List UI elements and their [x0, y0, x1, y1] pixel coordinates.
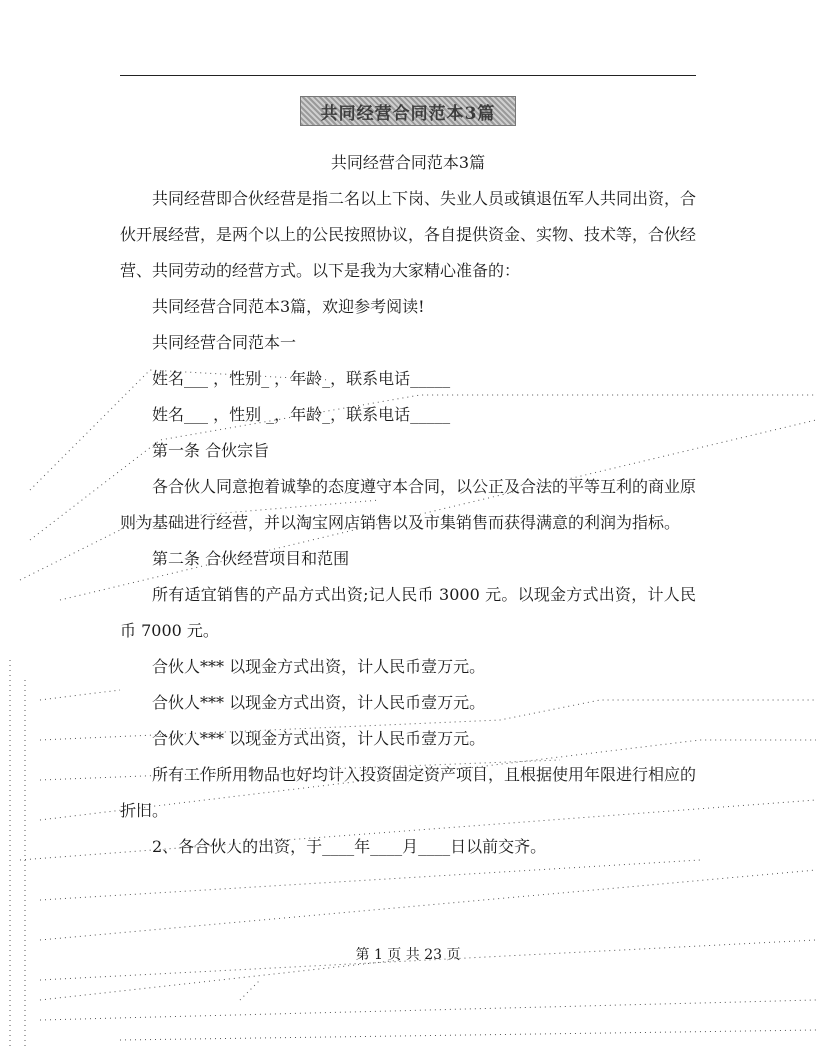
partner-contribution-line: 合伙人*** 以现金方式出资，计人民币壹万元。: [152, 657, 486, 676]
assets-paragraph: 所有工作所用物品也好均计入投资固定资产项目，且根据使用年限进行相应的折旧。: [120, 765, 697, 820]
article-paragraph: 各合伙人同意抱着诚挚的态度遵守本合同，以公正及合法的平等互利的商业原则为基础进行经营，并以淘宝网店销售以及市集销售而获得满意的利润为指标。: [120, 477, 697, 532]
deadline-line: 2、各合伙人的出资，于____年____月____日以前交齐。: [152, 837, 547, 856]
section-heading: 共同经营合同范本一: [152, 333, 297, 352]
document-body: [120, 145, 696, 865]
party-info-line: 姓名___ ，性别 _，年龄_，联系电话_____: [152, 405, 451, 424]
article-paragraph: 所有适宜销售的产品方式出资;记人民币 3000 元。以现金方式出资，计人民币 7000 元。: [120, 585, 696, 640]
intro-paragraph: 共同经营即合伙经营是指二名以上下岗、失业人员或镇退伍军人共同出资，合伙开展经营，是两个以上的公民按照协议，各自提供资金、实物、技术等，合伙经营、共同劳动的经营方式。以下是我为大家精心准备的：: [120, 189, 697, 280]
welcome-line: 共同经营合同范本3篇，欢迎参考阅读!: [152, 297, 425, 316]
header-rule: [120, 75, 696, 76]
party-info-line: 姓名___ ，性别_ ，年龄_，联系电话_____: [152, 369, 451, 388]
partner-contribution-line: 合伙人*** 以现金方式出资，计人民币壹万元。: [152, 729, 486, 748]
page-number: 第 1 页 共 23 页: [355, 947, 461, 963]
document-title: 共同经营合同范本3篇: [330, 153, 486, 172]
article-heading: 第二条 合伙经营项目和范围: [152, 549, 350, 568]
partner-contribution-line: 合伙人*** 以现金方式出资，计人民币壹万元。: [152, 693, 486, 712]
document-title-banner: 共同经营合同范本3篇: [300, 96, 516, 126]
article-heading: 第一条 合伙宗旨: [152, 441, 270, 460]
